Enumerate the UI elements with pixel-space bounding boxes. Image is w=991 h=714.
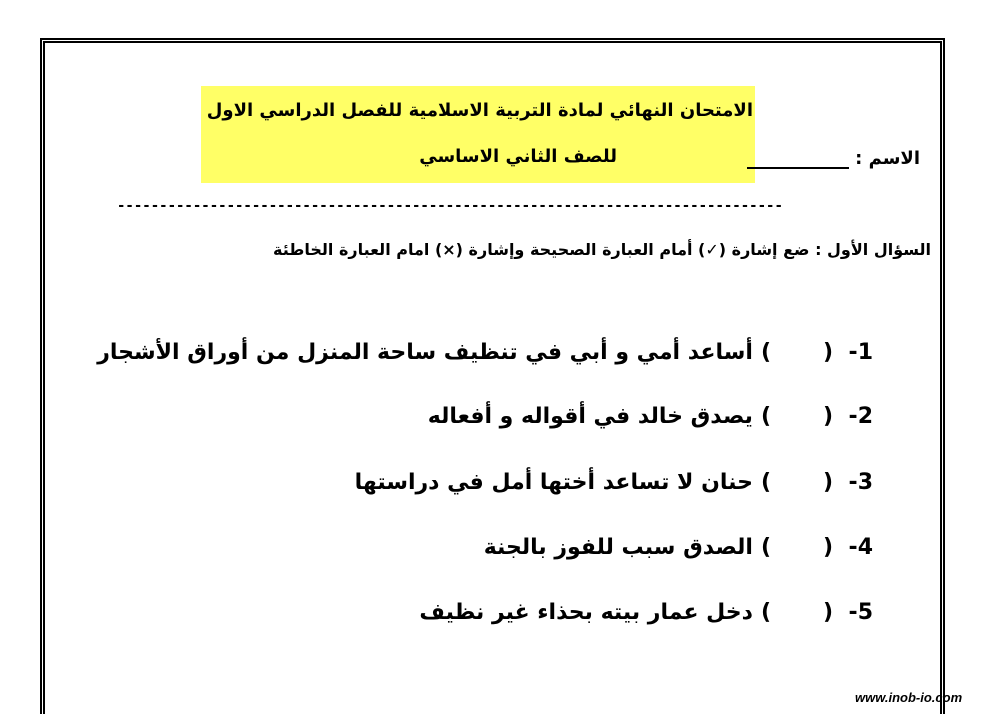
item-number: 5- [848, 600, 873, 625]
footer-url: www.inob-io.com [855, 690, 963, 705]
answer-paren-open: ( [822, 535, 833, 560]
name-label: الاسم : [855, 148, 920, 169]
question-item-2 [428, 400, 873, 434]
answer-paren-close: ) [760, 535, 771, 560]
item-text: الصدق سبب للفوز بالجنة [483, 535, 753, 560]
answer-paren-close: ) [760, 340, 771, 365]
question-item-5 [419, 596, 873, 630]
item-text: حنان لا تساعد أختها أمل في دراستها [354, 470, 753, 495]
exam-title-box [201, 86, 755, 183]
item-number: 1- [848, 340, 873, 365]
divider-line: ------------------------------------------------------------------------------- [117, 198, 783, 214]
answer-paren-close: ) [760, 404, 771, 429]
student-name-field [750, 145, 920, 175]
item-text: يصدق خالد في أقواله و أفعاله [427, 404, 753, 429]
answer-paren-open: ( [822, 404, 833, 429]
item-number: 3- [848, 470, 873, 495]
item-text: دخل عمار بيته بحذاء غير نظيف [419, 600, 753, 625]
name-blank-line [747, 145, 849, 169]
item-number: 4- [848, 535, 873, 560]
question-item-4 [484, 531, 873, 565]
question1-title: السؤال الأول : ضع إشارة (✓) أمام العبارة الصحيحة وإشارة (×) امام العبارة الخاطئة [273, 240, 931, 259]
item-number: 2- [848, 404, 873, 429]
answer-paren-close: ) [760, 600, 771, 625]
answer-paren-open: ( [822, 340, 833, 365]
exam-title-line2: للصف الثاني الاساسي [419, 146, 617, 167]
answer-paren-open: ( [822, 470, 833, 495]
answer-paren-close: ) [760, 470, 771, 495]
item-text: أساعد أمي و أبي في تنظيف ساحة المنزل من أوراق الأشجار [97, 340, 753, 365]
question-item-3 [355, 466, 873, 500]
answer-paren-open: ( [822, 600, 833, 625]
exam-title-line1: الامتحان النهائي لمادة التربية الاسلامية للفصل الدراسي الاول [206, 100, 753, 121]
question-item-1 [97, 336, 873, 370]
